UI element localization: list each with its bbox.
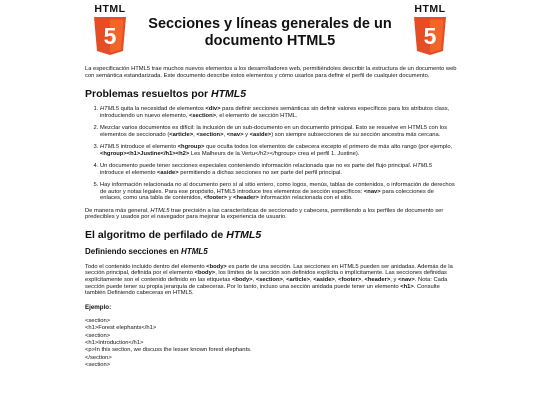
text: quita la necesidad de elementos: [119, 106, 206, 113]
text: ,: [223, 132, 227, 139]
code-line: <h1>Forest elephants</h1>: [85, 325, 157, 332]
html5-shield-icon: [92, 16, 128, 56]
heading-emphasis: HTML5: [211, 88, 247, 101]
code-tag: <section>: [188, 113, 217, 120]
text: para definir secciones semánticas sin definir valores específicos para los atributos class, introduciendo un nuevo elemento,: [100, 106, 450, 120]
code-tag: <article>: [286, 277, 310, 284]
text: , los límites de la sección son definidos explícita o implícitamente. Las secciones definidas explícitamente son el contenido definido en las etiquetas: [85, 270, 447, 284]
list-item: [100, 182, 457, 202]
code-line: <section>: [85, 317, 111, 324]
code-tag: <hgroup>: [177, 144, 205, 151]
text: . Consulte también Definiendo cabeceras en HTML5.: [85, 283, 440, 297]
em-text: HTML5: [150, 207, 170, 214]
heading-text: Problemas resueltos por: [85, 88, 212, 101]
html5-logo-left: [88, 4, 132, 56]
code-tag: <header>: [364, 277, 391, 284]
text: y: [226, 195, 234, 202]
heading-text: Definiendo secciones en: [85, 246, 182, 256]
code-tag: <h1>: [400, 283, 414, 290]
text: , y: [390, 277, 399, 284]
text: para colecciones de enlaces, como una tabla de contenidos,: [100, 188, 434, 202]
code-line: </section>: [85, 354, 112, 361]
em-text: HTML5: [100, 144, 120, 151]
text: Hay información relacionada no al documento pero sí al sitio entero, como logos, menús, tablas de contenidos, o información de derechos de autor y notas legales. Para ese propósito, HTML5 introduce tres elementos de sección específicos:: [100, 182, 455, 195]
text: ) son siempre subsecciones de su sección ancestra más cercana.: [271, 132, 441, 139]
code-tag: <body>: [231, 277, 253, 284]
text: Un documento puede tener secciones especiales conteniendo información relacionada que no es parte del flujo principal.: [100, 163, 413, 170]
svg-text:5: 5: [103, 23, 117, 49]
code-tag: <aside>: [157, 169, 179, 176]
text: Mezclar varios documentos es difícil: la inclusión de un sub-documento en un documento principal. Esto se resuelve en HTML5 con los elementos de seccionado (: [100, 125, 448, 139]
page-title: Secciones y líneas generales de un documento HTML5: [148, 16, 392, 49]
html5-shield-icon: [412, 16, 448, 56]
intro-paragraph: La especificación HTML5 trae muchos nuevos elementos a los desarrolladores web, permitiéndoles describir la estructura de un documento web con semántica estandarizada. Este documento describe estos elementos y cómo usarlos para definir el perfil de cualquier documento.: [85, 66, 457, 80]
code-tag: <footer>: [203, 195, 227, 202]
text: , el elemento de sección HTML.: [216, 113, 298, 120]
text: ,: [309, 277, 314, 284]
code-line: <section>: [85, 362, 111, 369]
html5-logo-right: [408, 4, 452, 56]
section-heading-problems: [85, 88, 457, 100]
code-tag: <footer>: [338, 277, 362, 284]
text: . Nota: Cada sección puede tener su propia jerarquía de cabeceras. Por lo tanto, incluso una sección anidada puede tener un elemento: [85, 277, 448, 290]
list-item: [100, 106, 457, 119]
code-tag: <nav>: [226, 132, 244, 139]
code-example: [85, 318, 457, 370]
heading-emphasis: HTML5: [226, 228, 262, 241]
code-tag: <header>: [233, 195, 259, 202]
sections-paragraph: [85, 264, 457, 297]
code-tag: <section>: [196, 132, 224, 139]
code-tag: <section>: [255, 277, 283, 284]
text: información relacionada con el sitio.: [258, 195, 353, 202]
text: y: [243, 132, 250, 139]
text: ,: [193, 132, 197, 139]
article-body: [85, 66, 457, 370]
code-tag: <hgroup><h1>Justine</h1><h2>: [100, 150, 190, 157]
code-tag: <nav>: [363, 188, 381, 195]
code-tag: <div>: [205, 106, 221, 113]
em-text: HTML5: [100, 106, 120, 113]
svg-text:5: 5: [423, 23, 437, 49]
heading-emphasis: HTML5: [181, 246, 208, 256]
code-line: <section>: [85, 332, 111, 339]
text: ,: [361, 277, 365, 284]
code-line: <p>In this section, we discuss the lesser known forest elephants.: [85, 347, 252, 354]
code-line: <h1>Introduction</h1>: [85, 340, 144, 347]
list-item: [100, 125, 457, 138]
logo-word: HTML: [414, 3, 446, 15]
text: es parte de una sección. Las secciones en HTML5 pueden ser anidadas. Además de la sección principal, definida por el elemento: [85, 263, 453, 277]
text: Todo el contenido incluido dentro del elemento: [85, 263, 207, 270]
code-tag: <body>: [194, 270, 216, 277]
text: introduce el elemento: [119, 144, 178, 151]
code-tag: <aside>: [313, 277, 335, 284]
heading-text: El algoritmo de perfilado de: [85, 228, 227, 241]
text: que oculta todos los elementos de cabecera excepto el primero de más alto rango (por ejemplo,: [204, 144, 453, 151]
code-tag: <article>: [169, 132, 194, 139]
list-item: [100, 163, 457, 176]
text: introduce el elemento: [100, 169, 158, 176]
code-tag: <aside>: [249, 132, 272, 139]
subsection-heading: [85, 247, 457, 257]
problems-list: [85, 106, 457, 202]
text: Les Malheurs de la Vertu</h2></hgroup> crea el perfil 1. Justine).: [189, 150, 360, 157]
list-item: [100, 144, 457, 157]
text: De manera más general,: [85, 207, 151, 214]
code-tag: <body>: [206, 263, 227, 270]
text: ,: [252, 277, 256, 284]
code-tag: <nav>: [398, 277, 415, 284]
text: trae precisión a las características de seccionado y cabecera, permitiendo a los perfiles de documento ser predecibles y usados por el navegador para mejorar la experiencia de usuario.: [85, 207, 444, 221]
text: ,: [334, 277, 339, 284]
example-label: Ejemplo:: [85, 303, 112, 311]
text: permitiendo a dichas secciones no ser parte del perfil principal.: [178, 169, 343, 176]
logo-word: HTML: [94, 3, 126, 15]
text: ,: [282, 277, 287, 284]
closing-paragraph: [85, 208, 457, 221]
section-heading-algorithm: [85, 229, 457, 241]
em-text: HTML5: [412, 163, 432, 170]
